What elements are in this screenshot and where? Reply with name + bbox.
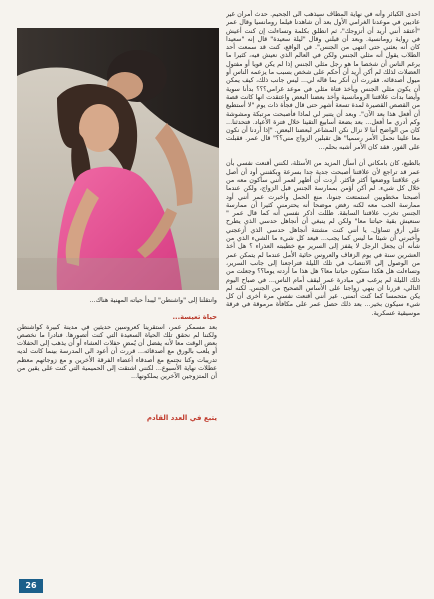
page-number: 26 [19, 579, 43, 593]
couple-photo-image [17, 28, 219, 290]
main-article-text: احدى الكبائر وأنه في نهاية المطاف سيذهب الى الجحيم. حدث أمران غير عاديين في موعدنا الغرامي الأول بعد أن شاهدنا فيلما رومانسيا وقال عمر "أعتقد أنني أريد أن أتزوجك"، ثم انطلق بكلمة وتساءلت إن كنت أعيش في رواية رومانسية. وبعد أن قبلني وقال "ليلة سعيدة" قال إنه "سعيدا كان أنه بعثني حتى انتهى من الجنس". في الواقع، كنت قد سمعت أحد الطلاب يقول أنه مثلي الجنس ولكن في العالم الذي نعيش فيه، كثيرا ما يرغم الناس أن شخصا ما هو رجل مثلي الجنس إذا لم يكن قويا أو مفتول العضلات لذلك لم أكن أريد أن أحكم على شخص بسبب ما يزعمه الناس أو ميول أصدقائه. فقررت أن أنكر بما قاله لي... ليس جانب ذلك، كيف يمكن أن يكون مثلي الجنس ويأخذ فتاة مثلي في موعد غرامي؟؟؟ بدأنا سوية وأيضا بدأت علاقتنا الرومانسية وأخذ بعضنا البعض واعتقدت انها كانت قصة من القصص القصيرة لمدة تسعة أشهر حتى قال فجأة ذات يوم "لا أستطيع أن أفعل هذا بعد الآن". وبعد أن يتنبر لي لماذا فأصبحت مرتبكة ومشوشة وكم أدري ما أفعل... بعد بضعة أسابيع التقينا خلال فترة الأعياد. فتحدثنا... كان من الواضح أننا لا نزال نكن المشاعر لبعضنا البعض. "إذا أردنا أن نكون معا علينا نحمل الأمر رسميا" هل تقبلين الزواج مني؟؟" قال عمر. فقبلت على الفور. فقد كان الأمر أشبه بحلم... بالطبع، كان بامكاني أن أسأل المزيد من الأسئلة، لكنني أقنعت نفسي بأن عمر قد تراجع لأن علاقتنا أصبحت جدية جدا بسرعة وبكفنني أود أن أصل عن علاقتنا ووضعها أكثر فأكثر. أردت أن أظهر لعمر أنني سأكون معه من خلال كل شيء. لم أكن أؤمن بممارسة الجنس قبل الزواج، ولكن عندما أصبحنا مخطوبين استمتعت جنونا، منع الحمل وأخبرت عمر أنني أود ممارسة الحب معه لكنه رفض موضحا أنه يحترمني كثيرا أن ممارسة الجنس تخرب علاقتنا السابقة. ظللت أذكر نفسي أنه كما قال عمر " سنعيش بقية حياتنا معا" ولكن لم ينبغي أن أنجاهل حدسي الذي يطرح علي أرق تساؤل. يا أنني كنت مشتتة أنجاهل حدسي الذي أزعجني وأخبرني أن شيئا ما ليس كما يجب... فيعد كل شيء ما الشيء الذي من شأنه أن يجعل الرجل لا يقفز إلى السرير مع خطيبته العذراء ؟ هل أخذ العشرين سنة في يوم الزفاف والعروس حائية الأمل عندما لم يتمكن عمر من الوصول إلى الانتصاب في تلك الليلة فتراجعنا إلى جانب السرير، وتساءلت هل هكذا ستكون حياتنا معا؟ هل هذا ما أردته يوما؟؟ وجعلت من ذلك الليلة لم يرغب في مبادرة عمر ليقف أمام الناس... في صباح اليوم التالي، قررنا ان ينهي زواجنا على الأساس الصحيح من الجنس. لكنه لم يكن متحمسا كما كنت أتمنى. غير أنني أقنعت نفسي مرة أخرى أن كل شيء سيكون بخير... بعد ذلك حصل عمر على مكافأة مرموقة في فرقة موسيقية عسكرية. [226, 10, 420, 317]
left-column [17, 296, 217, 381]
photo-caption: وانتقلنا إلى "واشنطن" ليبدأ حياته المهنية هناك... [89, 296, 217, 304]
section-text: بعد مسمكر عمر، استقرينا كعروسين حديثين في مدينة كبيرة كواشنطن ولكننا لم نحقق تلك الحياة السعيدة التي كنت أتصورها. فنادرا ما نخصص بعض الوقت معا لأنه يفضل أن يُمضِ حفلات العشاء أو أن يذهب إلى الحفلات أو يلعب بالورق مع أصدقائه... قررت أن أعود الى المدرسة بينما كانت لديه تدريبات وكنا نجتمع مع أصدقاء أعضاء الفرقة الأخرين و مع زوجاتهم معظم عطلات نهاية الأسبوع... لكنني اشتقت إلى الحميمية التي كنت على يقين من أن المتزوجين الآخرين يملكونها... [17, 322, 217, 381]
main-article-column [226, 10, 420, 540]
section-heading: حياة تعيسة... [172, 313, 217, 322]
couple-photo [17, 28, 219, 290]
to-be-continued-note: يتبع في العدد القادم [146, 414, 217, 422]
